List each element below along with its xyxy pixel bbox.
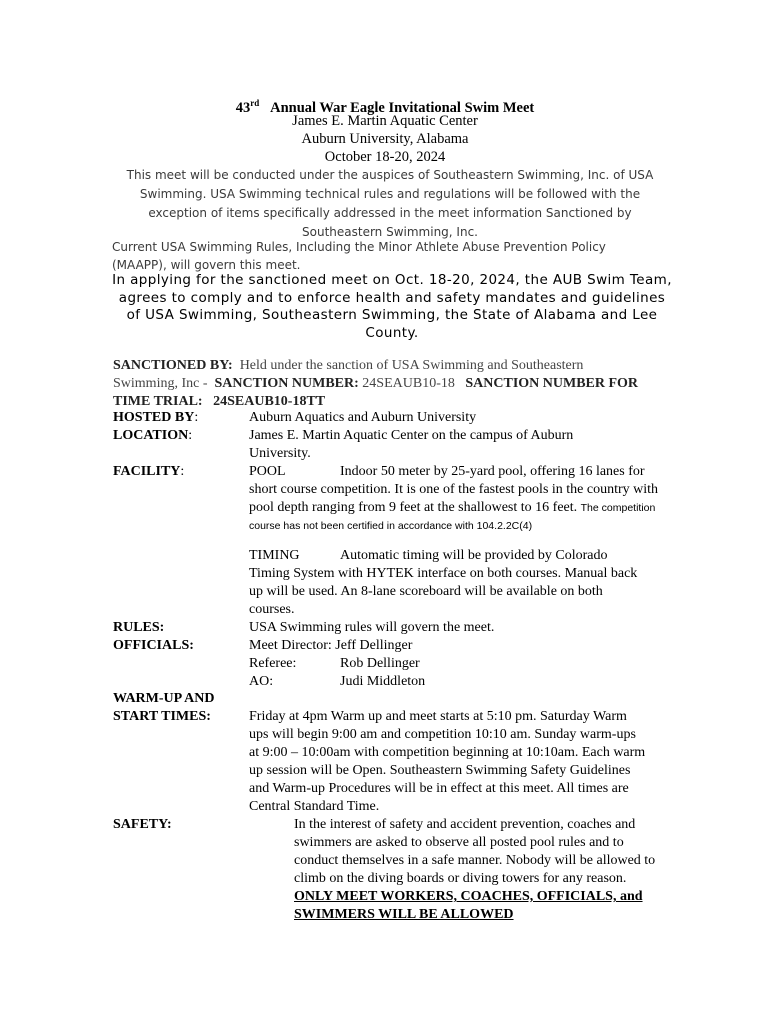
warmup-label-2: START TIMES: [113, 709, 211, 724]
location-value: James E. Martin Aquatic Center on the campus of Auburn University. [249, 428, 574, 461]
safety-value [294, 816, 662, 924]
warmup-label-1: WARM-UP AND [113, 691, 215, 706]
sanction-tt-label: SANCTION NUMBER FOR TIME TRIAL: [113, 376, 639, 409]
hosted-label-row [113, 409, 198, 427]
facility-label-row [113, 463, 184, 481]
rules-value: USA Swimming rules will govern the meet. [249, 620, 495, 635]
hosted-colon: : [194, 410, 199, 425]
facility-label: FACILITY [113, 464, 181, 479]
location-colon: : [188, 428, 193, 443]
sanction-block [113, 357, 643, 411]
sanction-number: 24SEAUB10-18 [362, 376, 455, 391]
warmup-value: Friday at 4pm Warm up and meet starts at 5:10 pm. Saturday Warm ups will begin 9:00 am and competition 10:10 am. Sunday warm-ups at 9:00 – 10:00am with competition beginning at 10:10am. Each warm up session will be Open. Southeastern Swimming Safety Guidelines and Warm-up Procedures will be in effect at this meet. All times are Central Standard Time. [249, 709, 646, 814]
facility-timing [249, 547, 644, 619]
sanction-colon: : [228, 358, 233, 373]
safety-label: SAFETY: [113, 817, 172, 832]
university-line: Auburn University, Alabama [301, 131, 469, 147]
safety-emphasis: ONLY MEET WORKERS, COACHES, OFFICIALS, and SWIMMERS WILL BE ALLOWED [294, 889, 643, 922]
sanction-number-label: SANCTION NUMBER: [214, 376, 359, 391]
title-text: Annual War Eagle Invitational Swim Meet [270, 100, 535, 116]
applying-paragraph: In applying for the sanctioned meet on Oct. 18-20, 2024, the AUB Swim Team, agrees to comply and to enforce health and safety mandates and guidelines of USA Swimming, Southeastern Swimming, the State of Alabama and Lee County. [112, 272, 672, 341]
title-suffix: rd [250, 98, 260, 108]
referee-label: Referee: [249, 656, 297, 671]
referee-row [249, 655, 659, 673]
pool-text: Indoor 50 meter by 25-yard pool, offering 16 lanes for short course competition. It is one of the fastest pools in the country with pool depth ranging from 9 feet at the shallowest to 16 feet. [249, 464, 659, 515]
location-label: LOCATION [113, 428, 189, 443]
location-label-row [113, 427, 192, 445]
officials-label: OFFICIALS: [113, 638, 194, 653]
ao-label: AO: [249, 674, 274, 689]
pool-note: The competition course has not been certified in accordance with 104.2.2C(4) [249, 502, 656, 532]
timing-label: TIMING [249, 548, 300, 563]
sanction-tt-number: 24SEAUB10-18TT [213, 394, 326, 409]
pool-label: POOL [249, 464, 286, 479]
meet-director: Meet Director: Jeff Dellinger [249, 638, 413, 653]
hosted-value: Auburn Aquatics and Auburn University [249, 410, 477, 425]
title-ordinal: 43 [235, 100, 251, 116]
safety-text: In the interest of safety and accident prevention, coaches and swimmers are asked to observe all posted pool rules and to conduct themselves in a safe manner. Nobody will be allowed to climb on the diving boards or diving towers for any reason. [294, 817, 656, 886]
rules-label: RULES: [113, 620, 165, 635]
dates-line: October 18-20, 2024 [324, 149, 446, 165]
current-rules-paragraph: Current USA Swimming Rules, Including the Minor Athlete Abuse Prevention Policy (MAAPP), will govern this meet. [112, 240, 606, 272]
facility-colon: : [180, 464, 185, 479]
facility-pool [249, 463, 659, 535]
sanction-label: SANCTIONED BY [113, 358, 229, 373]
ao-name: Judi Middleton [340, 674, 426, 689]
ao-row [249, 673, 659, 691]
hosted-label: HOSTED BY [113, 410, 195, 425]
sanction-text: Held under the sanction of USA Swimming and Southeastern Swimming, Inc - [113, 358, 584, 391]
timing-text: Automatic timing will be provided by Colorado Timing System with HYTEK interface on both courses. Manual back up will be used. An 8-lane scoreboard will be available on both courses. [249, 548, 638, 617]
venue-line: James E. Martin Aquatic Center [292, 113, 478, 129]
auspices-paragraph: This meet will be conducted under the auspices of Southeastern Swimming, Inc. of USA Swimming. USA Swimming technical rules and regulations will be followed with the exception of items specifically addressed in the meet information Sanctioned by Southeastern Swimming, Inc. [126, 168, 654, 239]
referee-name: Rob Dellinger [340, 656, 420, 671]
